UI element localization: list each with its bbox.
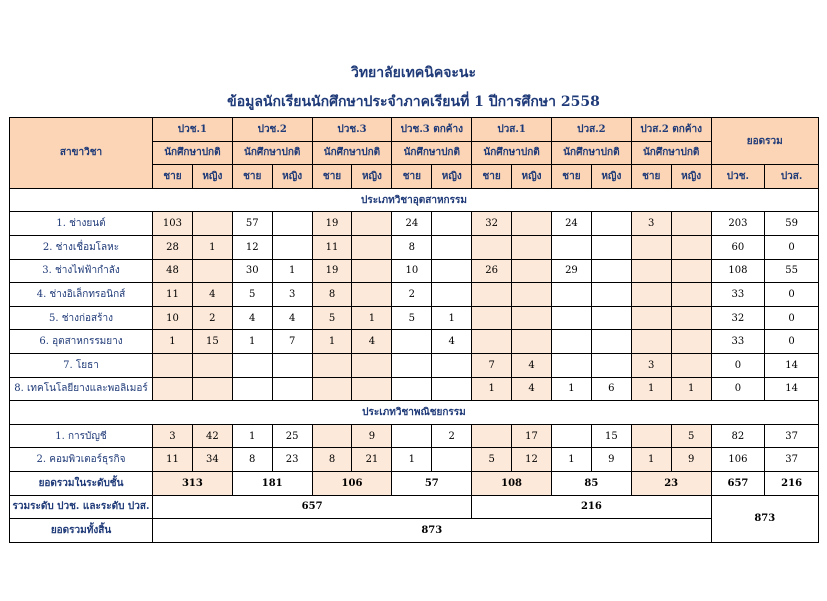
data-cell — [272, 235, 312, 259]
level-header: ปวช.2 — [232, 118, 312, 142]
data-cell — [591, 283, 631, 307]
total-pvc-cell: 106 — [711, 448, 765, 472]
total-pvs-cell: 14 — [765, 377, 819, 401]
data-cell — [591, 259, 631, 283]
female-header: หญิง — [512, 165, 552, 189]
data-cell — [352, 235, 392, 259]
female-header: หญิง — [352, 165, 392, 189]
data-cell: 5 — [472, 448, 512, 472]
data-cell — [392, 377, 432, 401]
category-row — [10, 401, 819, 425]
data-cell — [671, 306, 711, 330]
total-pvs-cell: 59 — [765, 212, 819, 236]
data-cell: 1 — [312, 330, 352, 354]
data-cell: 6 — [591, 377, 631, 401]
header-row-levels — [10, 118, 819, 142]
field-name: 7. โยธา — [10, 353, 153, 377]
data-cell — [671, 283, 711, 307]
level-total-row — [10, 471, 819, 495]
data-cell — [192, 377, 232, 401]
male-header: ชาย — [153, 165, 193, 189]
data-cell — [551, 235, 591, 259]
program-header: นักศึกษาปกติ — [392, 141, 472, 165]
male-header: ชาย — [472, 165, 512, 189]
grand-total-cell: 873 — [153, 519, 712, 543]
data-cell — [512, 330, 552, 354]
program-header: นักศึกษาปกติ — [631, 141, 711, 165]
total-pvs-cell: 14 — [765, 353, 819, 377]
data-cell: 12 — [232, 235, 272, 259]
data-cell: 24 — [392, 212, 432, 236]
data-cell: 11 — [153, 283, 193, 307]
data-cell: 48 — [153, 259, 193, 283]
female-header: หญิง — [591, 165, 631, 189]
data-cell: 1 — [631, 448, 671, 472]
male-header: ชาย — [631, 165, 671, 189]
table-row — [10, 330, 819, 354]
data-cell: 1 — [432, 306, 472, 330]
data-cell — [591, 212, 631, 236]
field-name: 4. ช่างอิเล็กทรอนิกส์ — [10, 283, 153, 307]
total-pvs-cell: 55 — [765, 259, 819, 283]
data-cell: 8 — [232, 448, 272, 472]
data-cell: 1 — [551, 377, 591, 401]
male-header: ชาย — [392, 165, 432, 189]
table-row — [10, 306, 819, 330]
table-row — [10, 448, 819, 472]
category-title: ประเภทวิชาอุตสาหกรรม — [10, 188, 819, 212]
data-cell: 4 — [352, 330, 392, 354]
data-cell — [631, 306, 671, 330]
data-cell: 21 — [352, 448, 392, 472]
combined-pvc-cell: 657 — [153, 495, 472, 519]
data-cell: 1 — [392, 448, 432, 472]
data-cell: 9 — [352, 424, 392, 448]
total-pvs-cell: 0 — [765, 330, 819, 354]
data-cell — [432, 212, 472, 236]
total-pvc-cell: 33 — [711, 330, 765, 354]
table-row — [10, 424, 819, 448]
level-total-cell: 108 — [472, 471, 552, 495]
table-row — [10, 212, 819, 236]
combined-pvs-cell: 216 — [472, 495, 711, 519]
data-cell: 8 — [392, 235, 432, 259]
total-pvc-cell: 0 — [711, 353, 765, 377]
data-cell — [671, 212, 711, 236]
data-cell: 3 — [272, 283, 312, 307]
total-pvs-cell: 0 — [765, 235, 819, 259]
level-total-cell: 106 — [312, 471, 392, 495]
data-cell — [432, 353, 472, 377]
data-cell: 10 — [153, 306, 193, 330]
data-cell: 1 — [671, 377, 711, 401]
data-cell — [591, 306, 631, 330]
grand-total-row — [10, 519, 819, 543]
data-cell: 1 — [352, 306, 392, 330]
data-cell — [671, 235, 711, 259]
total-pvc-cell: 60 — [711, 235, 765, 259]
data-cell — [512, 283, 552, 307]
data-cell — [352, 283, 392, 307]
level-total-cell: 23 — [631, 471, 711, 495]
data-cell: 4 — [232, 306, 272, 330]
data-cell: 11 — [153, 448, 193, 472]
data-cell: 42 — [192, 424, 232, 448]
level-header: ปวส.1 — [472, 118, 552, 142]
combined-total-label: รวมระดับ ปวช. และระดับ ปวส. — [10, 495, 153, 519]
data-cell — [671, 259, 711, 283]
data-cell — [312, 377, 352, 401]
data-cell: 25 — [272, 424, 312, 448]
data-cell: 26 — [472, 259, 512, 283]
data-cell: 1 — [631, 377, 671, 401]
data-cell — [472, 235, 512, 259]
male-header: ชาย — [312, 165, 352, 189]
program-header: นักศึกษาปกติ — [312, 141, 392, 165]
field-name: 8. เทคโนโลยียางและพอลิเมอร์ — [10, 377, 153, 401]
data-cell — [631, 330, 671, 354]
data-cell — [153, 353, 193, 377]
data-cell: 3 — [153, 424, 193, 448]
grand-total-right: 873 — [711, 495, 818, 542]
data-cell — [591, 353, 631, 377]
data-cell: 3 — [631, 212, 671, 236]
data-cell: 4 — [512, 377, 552, 401]
data-cell — [192, 259, 232, 283]
data-cell: 29 — [551, 259, 591, 283]
level-header: ปวช.1 — [153, 118, 233, 142]
data-cell — [671, 330, 711, 354]
college-title: วิทยาลัยเทคนิคจะนะ — [350, 65, 477, 81]
data-cell — [472, 283, 512, 307]
data-cell — [232, 377, 272, 401]
data-cell — [432, 448, 472, 472]
program-header: นักศึกษาปกติ — [551, 141, 631, 165]
field-name: 1. ช่างยนต์ — [10, 212, 153, 236]
field-name: 5. ช่างก่อสร้าง — [10, 306, 153, 330]
data-cell — [671, 353, 711, 377]
data-cell — [352, 212, 392, 236]
data-cell — [551, 424, 591, 448]
data-cell: 4 — [192, 283, 232, 307]
level-header: ปวส.2 ตกค้าง — [631, 118, 711, 142]
grand-total-label: ยอดรวมทั้งสิ้น — [10, 519, 153, 543]
level-total-pvs: 216 — [765, 471, 819, 495]
male-header: ชาย — [551, 165, 591, 189]
data-cell: 3 — [631, 353, 671, 377]
total-pvs-cell: 37 — [765, 424, 819, 448]
data-cell — [631, 283, 671, 307]
total-pvc-cell: 0 — [711, 377, 765, 401]
program-header: นักศึกษาปกติ — [232, 141, 312, 165]
data-cell: 1 — [232, 424, 272, 448]
data-cell: 57 — [232, 212, 272, 236]
data-cell — [472, 330, 512, 354]
total-pvs-cell: 0 — [765, 306, 819, 330]
total-pvc-header: ปวช. — [711, 165, 765, 189]
table-row — [10, 235, 819, 259]
data-cell: 1 — [232, 330, 272, 354]
field-name: 2. คอมพิวเตอร์ธุรกิจ — [10, 448, 153, 472]
data-cell: 24 — [551, 212, 591, 236]
data-cell: 1 — [551, 448, 591, 472]
total-pvs-cell: 37 — [765, 448, 819, 472]
data-cell: 5 — [392, 306, 432, 330]
data-cell: 103 — [153, 212, 193, 236]
female-header: หญิง — [272, 165, 312, 189]
field-header: สาขาวิชา — [10, 118, 153, 189]
total-header: ยอดรวม — [711, 118, 818, 165]
data-cell: 8 — [312, 283, 352, 307]
level-total-cell: 57 — [392, 471, 472, 495]
data-cell: 7 — [472, 353, 512, 377]
field-name: 3. ช่างไฟฟ้ากำลัง — [10, 259, 153, 283]
total-pvc-cell: 203 — [711, 212, 765, 236]
total-pvc-cell: 33 — [711, 283, 765, 307]
data-cell — [392, 353, 432, 377]
data-cell — [472, 306, 512, 330]
data-cell: 9 — [671, 448, 711, 472]
data-cell: 28 — [153, 235, 193, 259]
data-cell — [352, 377, 392, 401]
data-cell — [631, 235, 671, 259]
category-row — [10, 188, 819, 212]
data-cell: 15 — [591, 424, 631, 448]
data-cell — [631, 424, 671, 448]
female-header: หญิง — [432, 165, 472, 189]
level-total-label: ยอดรวมในระดับชั้น — [10, 471, 153, 495]
table-row — [10, 283, 819, 307]
level-header: ปวช.3 ตกค้าง — [392, 118, 472, 142]
data-cell: 1 — [192, 235, 232, 259]
data-cell: 30 — [232, 259, 272, 283]
data-cell — [591, 330, 631, 354]
data-cell — [512, 235, 552, 259]
data-cell — [272, 377, 312, 401]
field-name: 6. อุตสาหกรรมยาง — [10, 330, 153, 354]
report-subtitle: ข้อมูลนักเรียนนักศึกษาประจำภาคเรียนที่ 1 ปีการศึกษา 2558 — [227, 94, 600, 110]
data-cell — [392, 330, 432, 354]
female-header: หญิง — [671, 165, 711, 189]
data-cell: 4 — [512, 353, 552, 377]
combined-total-row — [10, 495, 819, 519]
data-cell: 5 — [671, 424, 711, 448]
data-cell — [432, 259, 472, 283]
data-cell: 1 — [472, 377, 512, 401]
data-cell: 1 — [272, 259, 312, 283]
data-cell — [631, 259, 671, 283]
program-header: นักศึกษาปกติ — [472, 141, 552, 165]
table-row — [10, 259, 819, 283]
data-cell — [432, 377, 472, 401]
level-total-cell: 313 — [153, 471, 233, 495]
data-cell — [312, 353, 352, 377]
data-cell — [591, 235, 631, 259]
data-cell: 23 — [272, 448, 312, 472]
data-cell: 10 — [392, 259, 432, 283]
total-pvc-cell: 108 — [711, 259, 765, 283]
data-cell — [512, 306, 552, 330]
field-name: 1. การบัญชี — [10, 424, 153, 448]
level-total-cell: 181 — [232, 471, 312, 495]
data-cell: 9 — [591, 448, 631, 472]
data-cell: 5 — [312, 306, 352, 330]
data-cell: 11 — [312, 235, 352, 259]
data-cell — [272, 353, 312, 377]
level-header: ปวส.2 — [551, 118, 631, 142]
table-row — [10, 377, 819, 401]
data-cell — [551, 283, 591, 307]
data-cell — [551, 353, 591, 377]
data-cell: 2 — [392, 283, 432, 307]
level-total-pvc: 657 — [711, 471, 765, 495]
level-header: ปวช.3 — [312, 118, 392, 142]
total-pvs-header: ปวส. — [765, 165, 819, 189]
total-pvs-cell: 0 — [765, 283, 819, 307]
program-header: นักศึกษาปกติ — [153, 141, 233, 165]
data-cell — [192, 212, 232, 236]
data-cell — [232, 353, 272, 377]
data-cell: 17 — [512, 424, 552, 448]
data-cell: 4 — [432, 330, 472, 354]
data-cell — [551, 330, 591, 354]
data-cell: 12 — [512, 448, 552, 472]
field-name: 2. ช่างเชื่อมโลหะ — [10, 235, 153, 259]
data-cell: 19 — [312, 212, 352, 236]
data-cell: 7 — [272, 330, 312, 354]
data-cell: 2 — [432, 424, 472, 448]
data-cell — [432, 283, 472, 307]
data-cell: 2 — [192, 306, 232, 330]
level-total-cell: 85 — [551, 471, 631, 495]
data-cell — [472, 424, 512, 448]
data-cell — [153, 377, 193, 401]
data-cell — [352, 259, 392, 283]
data-cell — [192, 353, 232, 377]
data-cell — [512, 212, 552, 236]
data-cell — [272, 212, 312, 236]
data-cell — [352, 353, 392, 377]
data-cell — [551, 306, 591, 330]
data-cell: 19 — [312, 259, 352, 283]
data-cell: 5 — [232, 283, 272, 307]
table-row — [10, 353, 819, 377]
male-header: ชาย — [232, 165, 272, 189]
data-cell — [392, 424, 432, 448]
total-pvc-cell: 82 — [711, 424, 765, 448]
data-cell — [512, 259, 552, 283]
total-pvc-cell: 32 — [711, 306, 765, 330]
data-cell: 8 — [312, 448, 352, 472]
data-cell — [432, 235, 472, 259]
data-cell: 1 — [153, 330, 193, 354]
student-data-table — [9, 117, 819, 543]
data-cell — [312, 424, 352, 448]
data-cell: 32 — [472, 212, 512, 236]
category-title: ประเภทวิชาพณิชยกรรม — [10, 401, 819, 425]
female-header: หญิง — [192, 165, 232, 189]
data-cell: 4 — [272, 306, 312, 330]
data-cell: 15 — [192, 330, 232, 354]
data-cell: 34 — [192, 448, 232, 472]
